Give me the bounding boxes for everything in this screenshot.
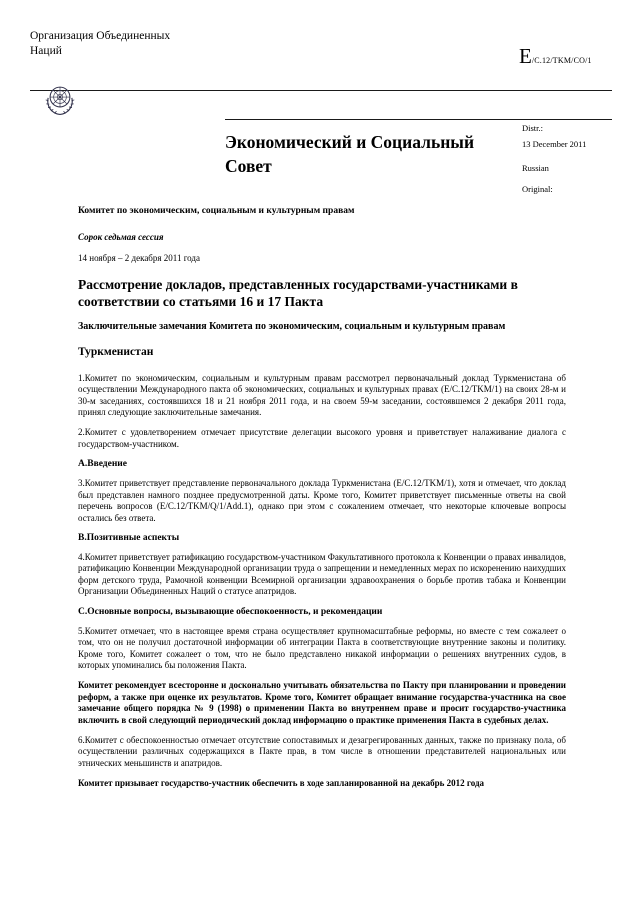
session-title: Сорок седьмая сессия bbox=[78, 232, 164, 242]
paragraph-6: 6.Комитет с обеспокоенностью отмечает отсутствие сопоставимых и дезагрегированных данных, также по признаку пола, об осуществлении различных содержащихся в Пакте прав, в том числе в отношении представителей национальных или этнических меньшинств и апатридов. bbox=[78, 735, 566, 768]
distribution-block bbox=[522, 123, 586, 195]
paragraph-5: 5.Комитет отмечает, что в настоящее время страна осуществляет крупномасштабные реформы, но вместе с тем сожалеет о том, что он не получил достаточной информации об интеграции Пакта в соответствующие внутренние законы и политику. Кроме того, Комитет сожалеет о том, что не было представлено никакой информации о решениях внутренних судов, в которых упоминались бы положения Пакта. bbox=[78, 625, 566, 670]
distr-date: 13 December 2011 bbox=[522, 139, 587, 150]
session-dates: 14 ноября – 2 декабря 2011 года bbox=[78, 253, 200, 263]
header-divider-mid bbox=[225, 119, 612, 120]
paragraph-4: 4.Комитет приветствует ратификацию государством-участником Факультативного протокола к Конвенции о правах инвалидов, ратификацию Конвенции Международной организации труда о запрещении и немедленных мерах по искоренению наихудших форм детского труда, Рамочной конвенции Всемирной организации здравоохранения о борьбе против табака и Конвенции Организации Объединенных Наций о статусе апатридов. bbox=[78, 551, 566, 597]
paragraph-5-recommendation: Комитет рекомендует всесторонне и досконально учитывать обязательства по Пакту при планировании и проведении реформ, а также при оценке их результатов. Кроме того, Комитет обращает внимание государства-участника на свое замечание общего порядка № 9 (1998) о применении Пакта во внутреннем праве и просит государство-участника включить в свой следующий периодический доклад информацию о практике применения Пакта в судебных делах. bbox=[78, 680, 566, 725]
un-org-name-line2: Наций bbox=[30, 44, 62, 57]
paragraph-3: 3.Комитет приветствует представление первоначального доклада Туркменистана (E/C.12/TKM/1), хотя и отмечает, что доклад был представлен намного позднее предусмотренной даты. Кроме того, Комитет приветствует письменные ответы на свой перечень вопросов (E/C.12/TKM/Q/1/Add.1), однако при этом с сожалением отмечает, что некоторые ключевые вопросы остались без ответа. bbox=[78, 478, 566, 523]
council-title: Экономический и Социальный Совет bbox=[225, 132, 475, 176]
header-divider-top bbox=[30, 90, 612, 91]
section-heading-a: A.Введение bbox=[78, 459, 127, 470]
distr-language: Russian bbox=[522, 163, 549, 174]
paragraph-2: 2.Комитет с удовлетворением отмечает присутствие делегации высокого уровня и приветствует налаживание диалога с государством-участником. bbox=[78, 427, 566, 449]
un-org-name-line1: Организация Объединенных bbox=[30, 30, 171, 42]
document-symbol-suffix: /C.12/TKM/CO/1 bbox=[531, 56, 592, 65]
document-symbol-letter: E bbox=[519, 44, 532, 68]
document-body bbox=[78, 206, 566, 799]
paragraph-1: 1.Комитет по экономическим, социальным и культурным правам рассмотрел первоначальный доклад Туркменистана об осуществлении Международного пакта об экономических, социальных и культурных правах (E/C.12/TKM/1) на своих 28-м и 30-м заседаниях, состоявшихся 18 и 21 ноября 2011 года, и на своем 59-м заседании, состоявшемся 2 декабря 2011 года, принял следующие заключительные замечания. bbox=[78, 372, 566, 418]
document-symbol bbox=[519, 44, 592, 69]
paragraph-6-recommendation: Комитет призывает государство-участник обеспечить в ходе запланированной на декабрь 2012 года bbox=[78, 778, 485, 789]
section-heading-b: B.Позитивные аспекты bbox=[78, 532, 180, 543]
main-heading: Рассмотрение докладов, представленных государствами-участниками в соответствии со статьями 16 и 17 Пакта bbox=[78, 277, 518, 309]
original-label: Original: bbox=[522, 184, 553, 195]
committee-name: Комитет по экономическим, социальным и культурным правам bbox=[78, 206, 355, 216]
un-org-name bbox=[30, 29, 170, 59]
distr-label: Distr.: bbox=[522, 123, 544, 133]
un-emblem-icon bbox=[41, 82, 79, 125]
section-heading-c: C.Основные вопросы, вызывающие обеспокоенность, и рекомендации bbox=[78, 606, 383, 617]
country-heading: Туркменистан bbox=[78, 345, 154, 358]
subheading: Заключительные замечания Комитета по экономическим, социальным и культурным правам bbox=[78, 320, 506, 332]
